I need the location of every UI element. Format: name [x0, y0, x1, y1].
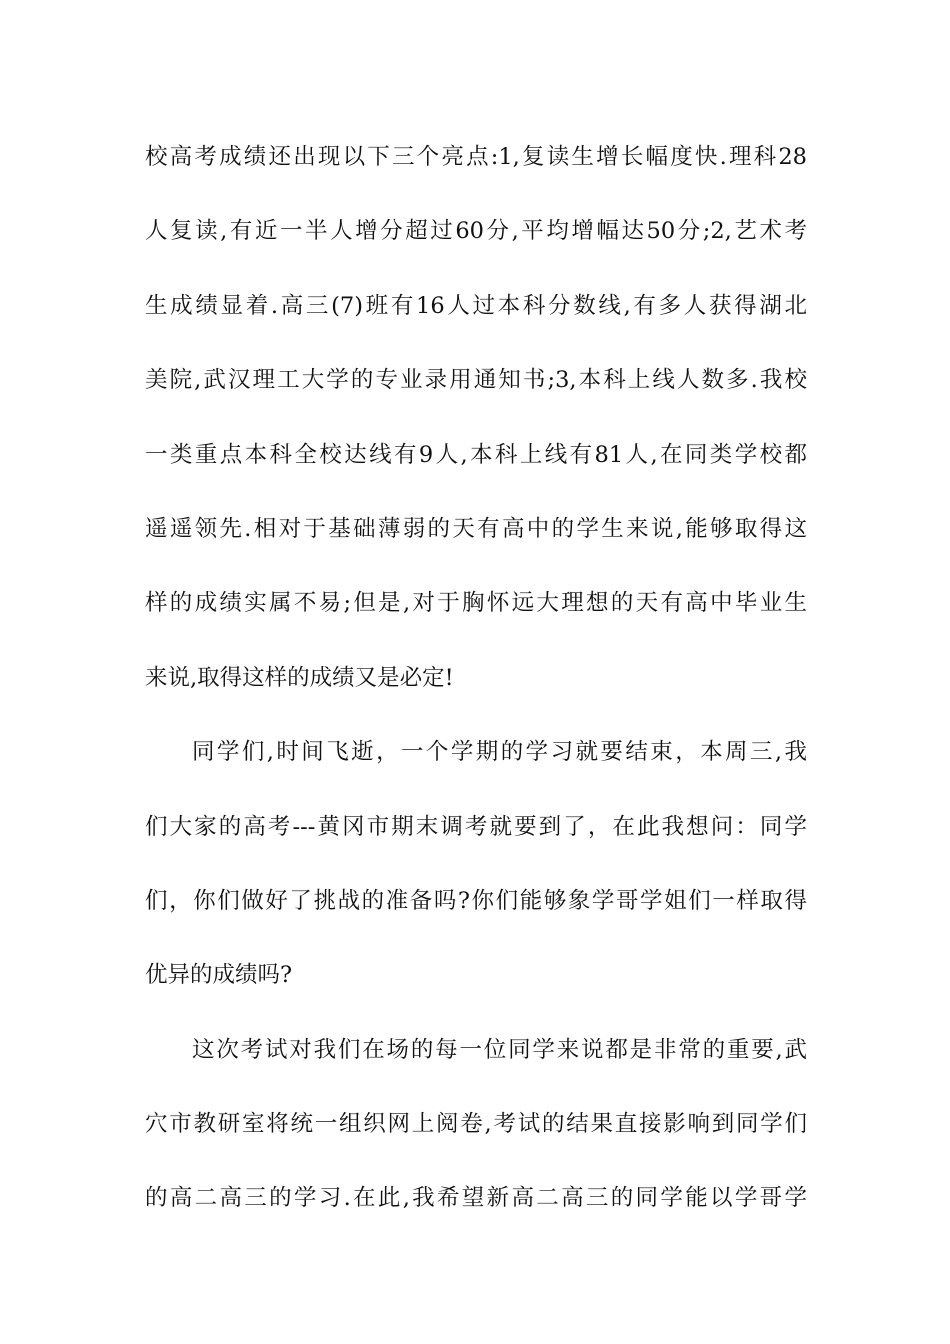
text-line: 人复读,有近一半人增分超过60分,平均增幅达50分;2,艺术考 [145, 218, 807, 245]
text-line: 的高二高三的学习.在此,我希望新高二高三的同学能以学哥学 [145, 1185, 807, 1212]
text-line: 样的成绩实属不易;但是,对于胸怀远大理想的天有高中毕业生 [145, 590, 807, 617]
text-line: 美院,武汉理工大学的专业录用通知书;3,本科上线人数多.我校 [145, 367, 807, 394]
text-line: 校高考成绩还出现以下三个亮点:1,复读生增长幅度快.理科28 [145, 144, 807, 170]
text-line: 一类重点本科全校达线有9人,本科上线有81人,在同类学校都 [145, 441, 807, 468]
document-body [145, 132, 807, 1248]
text-line: 们，你们做好了挑战的准备吗?你们能够象学哥学姐们一样取得 [145, 887, 807, 914]
paragraph-first-line: 这次考试对我们在场的每一位同学来说都是非常的重要,武 [192, 1036, 807, 1063]
text-line: 生成绩显着.高三(7)班有16人过本科分数线,有多人获得湖北 [145, 292, 807, 319]
text-line: 来说,取得这样的成绩又是必定! [145, 664, 454, 691]
paragraph-first-line: 同学们,时间飞逝，一个学期的学习就要结束，本周三,我 [192, 739, 807, 766]
text-line: 们大家的高考---黄冈市期末调考就要到了，在此我想问：同学 [145, 813, 807, 840]
text-line: 穴市教研室将统一组织网上阅卷,考试的结果直接影响到同学们 [145, 1111, 807, 1138]
text-line: 优异的成绩吗? [145, 962, 293, 989]
text-line: 遥遥领先.相对于基础薄弱的天有高中的学生来说,能够取得这 [145, 515, 807, 542]
